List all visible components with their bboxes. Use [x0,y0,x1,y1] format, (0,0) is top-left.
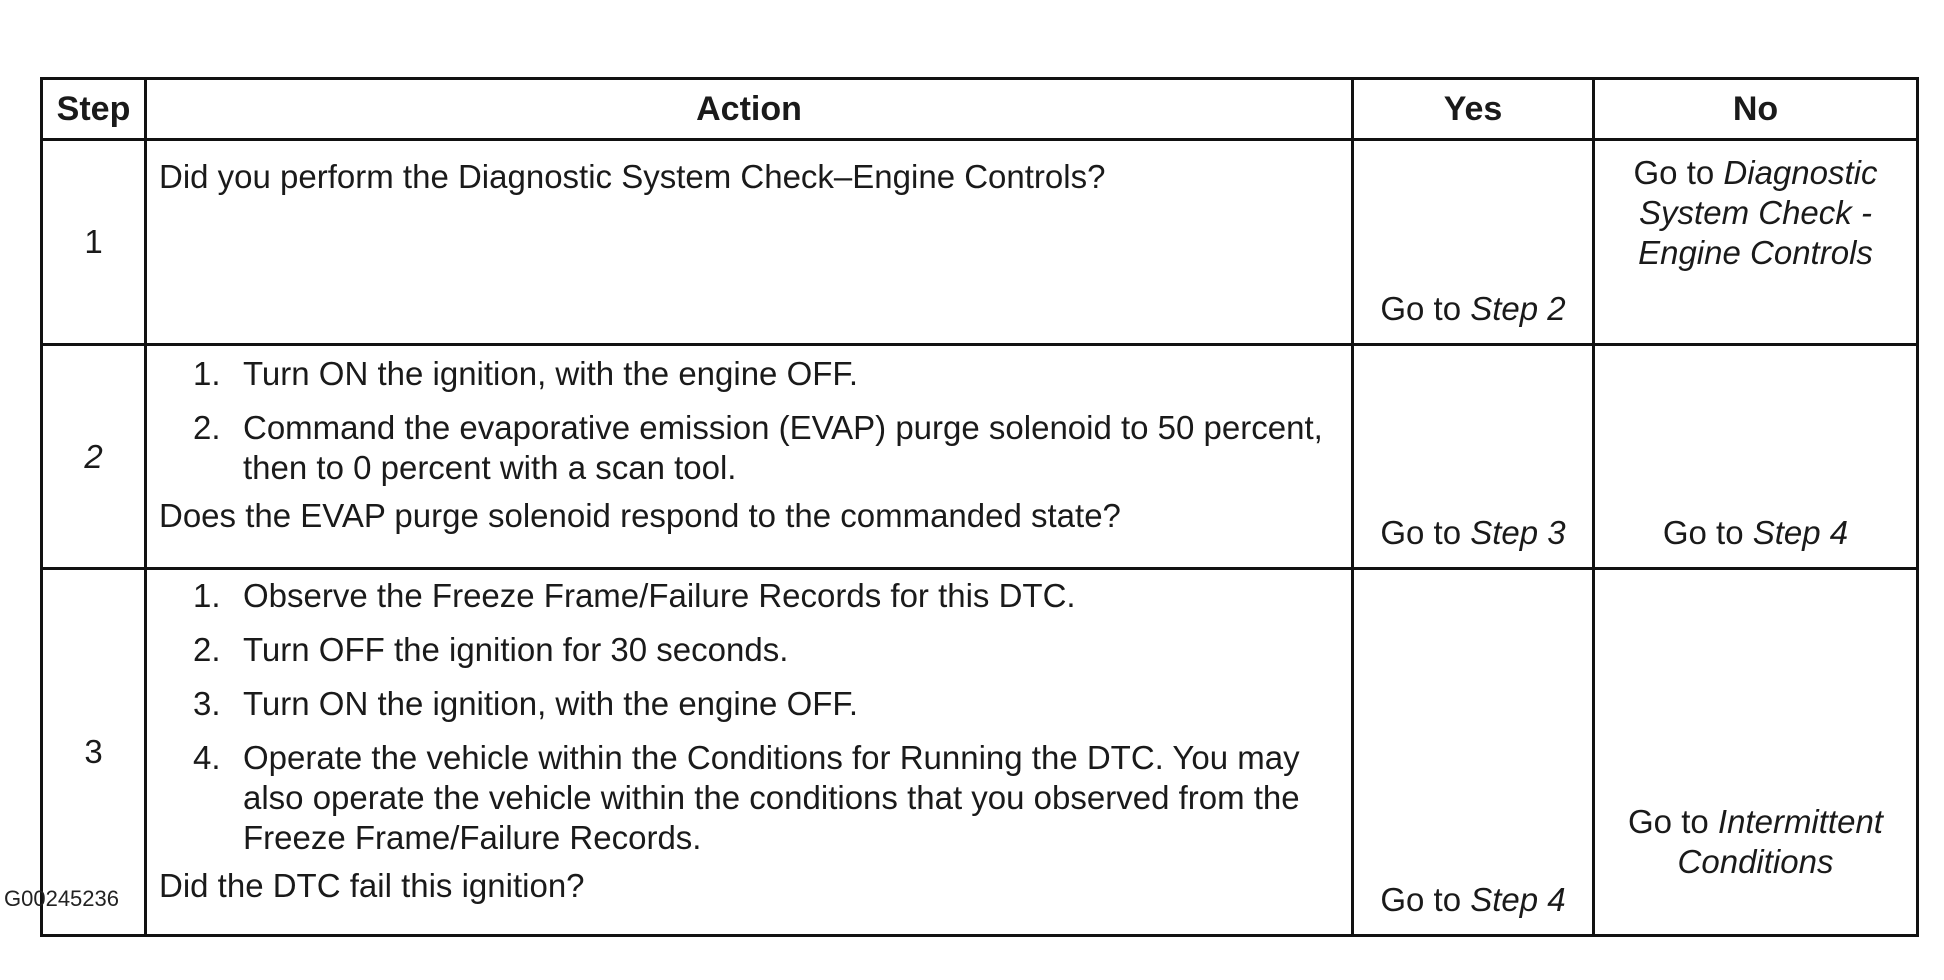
no-instruction [1595,802,1916,882]
table-row [42,569,1918,936]
header-action: Action [146,79,1353,140]
go-to-text: Go to [1633,154,1724,191]
go-to-text: Go to [1380,290,1471,327]
list-item: 2. Command the evaporative emission (EVAP) purge solenoid to 50 percent, then to 0 percent with a scan tool. [193,409,1323,486]
no-target-link: Intermittent Conditions [1677,803,1883,880]
no-target-link: Step 4 [1752,514,1849,551]
go-to-text: Go to [1380,881,1471,918]
no-target-link: Diagnostic System Check - Engine Controls [1638,154,1878,271]
action-question: Did you perform the Diagnostic System Check–Engine Controls? [159,158,1106,195]
header-yes: Yes [1353,79,1594,140]
list-item: 1. Turn ON the ignition, with the engine OFF. [193,355,859,392]
step-number: 1 [42,140,146,345]
header-row [42,79,1918,140]
no-instruction [1595,513,1916,553]
yes-target-link: Step 4 [1470,881,1566,918]
instruction-list [159,354,1341,488]
instruction-list [159,576,1341,858]
yes-target-link: Step 2 [1470,290,1566,327]
go-to-text: Go to [1380,514,1471,551]
action-cell [146,345,1353,569]
go-to-text: Go to [1628,803,1718,840]
no-instruction [1595,153,1916,273]
action-cell [146,140,1353,345]
yes-instruction [1354,880,1592,920]
figure-id: G00245236 [4,886,119,911]
list-item: 2. Turn OFF the ignition for 30 seconds. [193,631,789,668]
step-number: 3 [42,569,146,936]
no-cell [1594,345,1918,569]
yes-instruction [1354,513,1592,553]
list-item: 3. Turn ON the ignition, with the engine OFF. [193,685,859,722]
step-number: 2 [42,345,146,569]
action-question: Does the EVAP purge solenoid respond to the commanded state? [159,497,1121,534]
yes-instruction [1354,289,1592,329]
go-to-text: Go to [1662,514,1753,551]
yes-cell [1353,345,1594,569]
diagnostic-table [40,77,1919,937]
header-no: No [1594,79,1918,140]
action-question: Did the DTC fail this ignition? [159,867,585,904]
list-item: 4. Operate the vehicle within the Conditions for Running the DTC. You may also operate the vehicle within the conditions that you observed from the Freeze Frame/Failure Records. [193,739,1300,856]
yes-target-link: Step 3 [1470,514,1566,551]
table-row [42,140,1918,345]
list-item: 1. Observe the Freeze Frame/Failure Records for this DTC. [193,577,1076,614]
yes-cell [1353,569,1594,936]
yes-cell [1353,140,1594,345]
action-cell [146,569,1353,936]
header-step: Step [42,79,146,140]
table-row [42,345,1918,569]
no-cell [1594,569,1918,936]
no-cell [1594,140,1918,345]
